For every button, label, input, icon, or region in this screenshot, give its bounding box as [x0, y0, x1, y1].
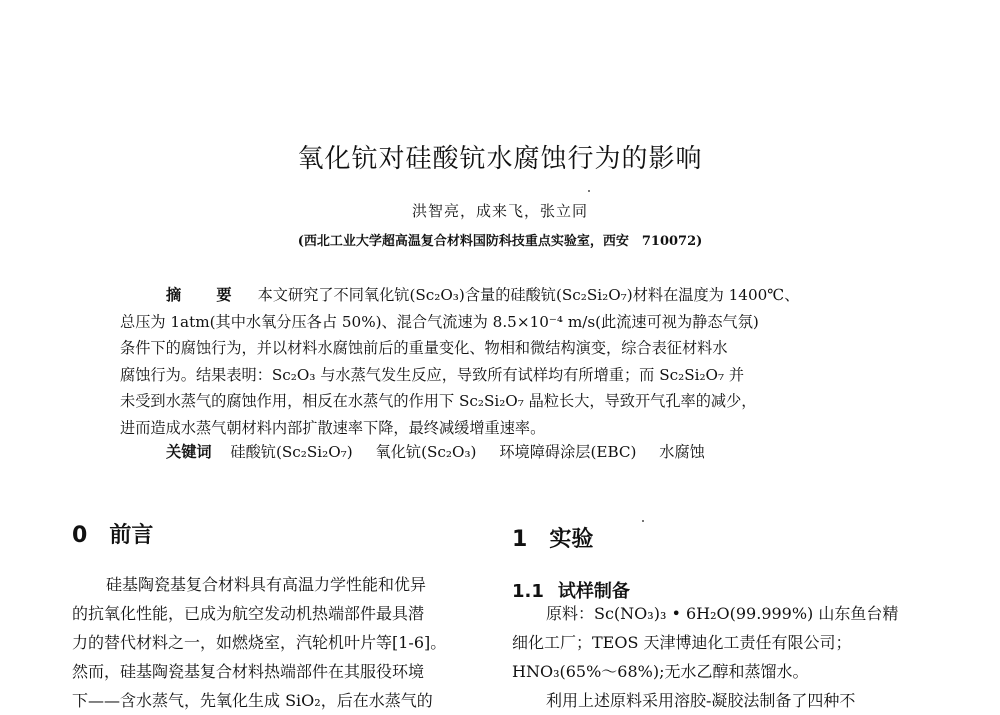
body-line: 力的替代材料之一，如燃烧室，汽轮机叶片等[1-6]。	[72, 633, 447, 652]
section-1-title: 实验	[549, 527, 594, 552]
keywords	[166, 441, 723, 462]
keywords-label: 关键词	[166, 443, 212, 461]
section-0-body	[72, 570, 480, 715]
keyword: 环境障碍涂层(EBC)	[499, 443, 637, 461]
keyword: 硅酸钪(Sc₂Si₂O₇)	[230, 443, 353, 461]
abstract-label: 摘 要	[166, 286, 242, 304]
section-0-number: 0	[72, 523, 88, 548]
abstract-line: 进而造成水蒸气朝材料内部扩散速率下降，最终减缓增重速率。	[120, 418, 546, 437]
section-1-number: 1	[512, 527, 528, 552]
section-1-body	[512, 599, 930, 715]
body-line: 细化工厂；TEOS 天津博迪化工责任有限公司；	[512, 633, 852, 652]
abstract-line: 腐蚀行为。结果表明：Sc₂O₃ 与水蒸气发生反应，导致所有试样均有所增重；而 Sc₂Si₂O₇ 并	[120, 365, 745, 384]
abstract-line: 未受到水蒸气的腐蚀作用，相反在水蒸气的作用下 Sc₂Si₂O₇ 晶粒长大，导致开气孔率的减少，	[120, 392, 757, 411]
abstract-line: 条件下的腐蚀行为，并以材料水腐蚀前后的重量变化、物相和微结构演变，综合表征材料水	[120, 339, 728, 358]
keyword: 氧化钪(Sc₂O₃)	[375, 443, 477, 461]
body-line: 硅基陶瓷基复合材料具有高温力学性能和优异	[106, 575, 427, 594]
body-line: 下——含水蒸气，先氧化生成 SiO₂，后在水蒸气的	[72, 691, 433, 710]
scan-speck	[642, 520, 644, 522]
affiliation: (西北工业大学超高温复合材料国防科技重点实验室，西安 710072)	[297, 234, 703, 249]
scan-speck	[588, 190, 590, 192]
keyword: 水腐蚀	[659, 443, 705, 461]
section-0-heading	[72, 518, 153, 549]
body-line: HNO₃(65%～68%);无水乙醇和蒸馏水。	[512, 662, 809, 681]
abstract	[120, 282, 870, 442]
subsection-title: 试样制备	[557, 581, 630, 602]
body-line: 的抗氧化性能，已成为航空发动机热端部件最具潜	[72, 604, 425, 623]
subsection-number: 1.1	[512, 581, 544, 602]
section-1-heading	[512, 522, 593, 553]
abstract-line: 总压为 1atm(其中水氧分压各占 50%)、混合气流速为 8.5×10⁻⁴ m/s(此流速可视为静态气氛)	[120, 312, 759, 331]
authors: 洪智亮，成来飞，张立同	[411, 202, 588, 220]
body-line: 然而，硅基陶瓷基复合材料热端部件在其服役环境	[72, 662, 425, 681]
body-line: 利用上述原料采用溶胶-凝胶法制备了四种不	[546, 691, 856, 710]
paper-title: 氧化钪对硅酸钪水腐蚀行为的影响	[297, 144, 703, 174]
section-0-title: 前言	[109, 523, 154, 548]
abstract-line: 摘 要 本文研究了不同氧化钪(Sc₂O₃)含量的硅酸钪(Sc₂Si₂O₇)材料在温度为 1400℃、	[166, 286, 800, 304]
body-line: 原料：Sc(NO₃)₃ • 6H₂O(99.999%) 山东鱼台精	[546, 604, 899, 623]
